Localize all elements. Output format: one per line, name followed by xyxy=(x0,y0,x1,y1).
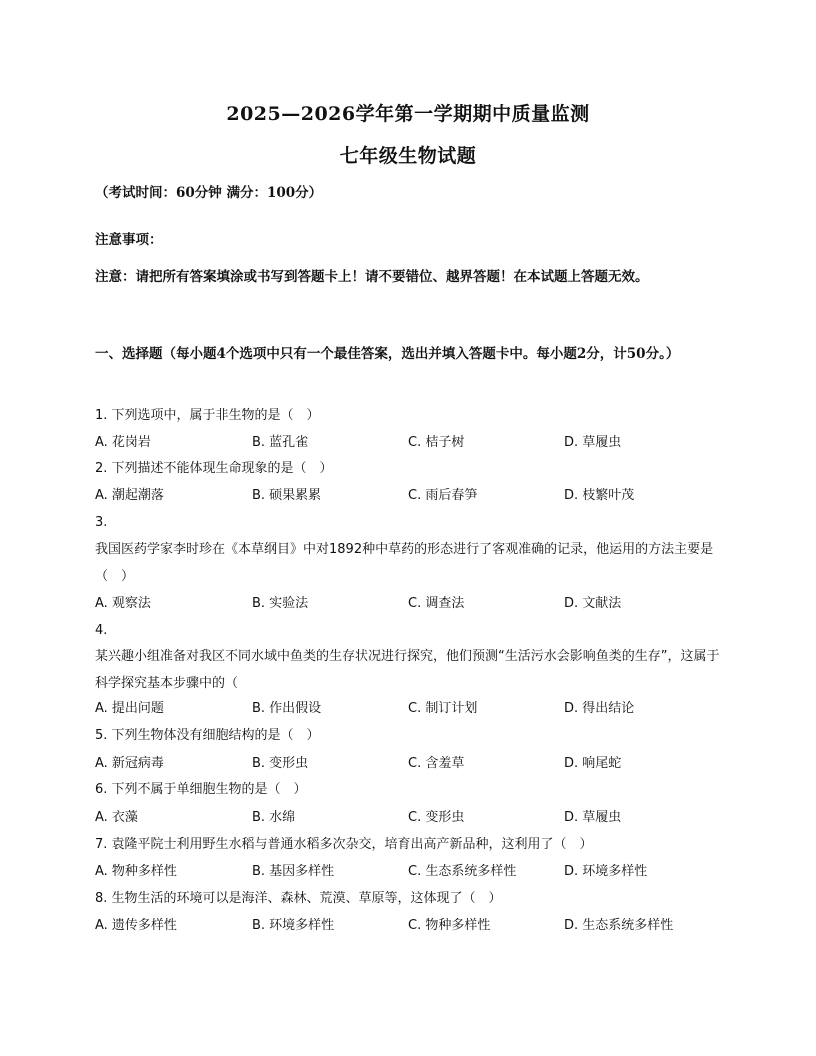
question-stem: 1. 下列选项中，属于非生物的是（ ） xyxy=(95,408,320,423)
question-stem: 5. 下列生物体没有细胞结构的是（ ） xyxy=(95,728,320,743)
option-row xyxy=(95,804,725,831)
option-b: B. 实验法 xyxy=(252,596,309,611)
notice-text: 注意：请把所有答案填涂或书写到答题卡上！请不要错位、越界答题！在本试题上答题无效。 xyxy=(95,269,649,285)
option-row xyxy=(95,695,725,722)
option-d: D. 枝繁叶茂 xyxy=(564,488,635,503)
option-d: D. 生态系统多样性 xyxy=(564,918,674,933)
option-b: B. 变形虫 xyxy=(252,756,309,771)
option-d: D. 响尾蛇 xyxy=(564,756,622,771)
question-number: 3. xyxy=(95,515,108,530)
option-a: A. 遗传多样性 xyxy=(95,918,177,933)
question-stem: 2. 下列描述不能体现生命现象的是（ ） xyxy=(95,461,333,476)
option-b: B. 水绵 xyxy=(252,810,296,825)
question-stem: 我国医药学家李时珍在《本草纲目》中对1892种中草药的形态进行了客观准确的记录，他运用的方法主要是（ ） xyxy=(95,542,714,584)
option-a: A. 新冠病毒 xyxy=(95,756,164,771)
option-b: B. 环境多样性 xyxy=(252,918,335,933)
option-c: C. 含羞草 xyxy=(408,756,465,771)
option-b: B. 作出假设 xyxy=(252,701,322,716)
option-d: D. 得出结论 xyxy=(564,701,635,716)
question-stem: 8. 生物生活的环境可以是海洋、森林、荒漠、草原等，这体现了（ ） xyxy=(95,891,502,906)
option-b: B. 硕果累累 xyxy=(252,488,322,503)
option-d: D. 草履虫 xyxy=(564,810,622,825)
option-d: D. 文献法 xyxy=(564,596,622,611)
option-c: C. 物种多样性 xyxy=(408,918,491,933)
option-a: A. 花岗岩 xyxy=(95,435,151,450)
option-c: C. 调查法 xyxy=(408,596,465,611)
option-a: A. 潮起潮落 xyxy=(95,488,164,503)
option-row xyxy=(95,912,725,939)
page-subtitle: 七年级生物试题 xyxy=(339,145,477,167)
option-c: C. 变形虫 xyxy=(408,810,465,825)
option-row xyxy=(95,429,725,456)
option-c: C. 制订计划 xyxy=(408,701,478,716)
page-title: 2025—2026学年第一学期期中质量监测 xyxy=(226,103,590,125)
option-a: A. 物种多样性 xyxy=(95,864,177,879)
option-c: C. 桔子树 xyxy=(408,435,465,450)
option-c: C. 雨后春笋 xyxy=(408,488,478,503)
notice-heading: 注意事项： xyxy=(95,232,163,248)
option-a: A. 衣藻 xyxy=(95,810,138,825)
section-heading: 一、选择题（每小题4个选项中只有一个最佳答案，选出并填入答题卡中。每小题2分，计50分。） xyxy=(95,346,680,362)
option-row xyxy=(95,482,725,509)
option-a: A. 提出问题 xyxy=(95,701,164,716)
exam-info: （考试时间：60分钟 满分：100分） xyxy=(95,185,323,201)
question-stem: 6. 下列不属于单细胞生物的是（ ） xyxy=(95,782,307,797)
option-c: C. 生态系统多样性 xyxy=(408,864,517,879)
option-row xyxy=(95,590,725,617)
option-d: D. 环境多样性 xyxy=(564,864,648,879)
option-b: B. 蓝孔雀 xyxy=(252,435,309,450)
option-b: B. 基因多样性 xyxy=(252,864,335,879)
option-row xyxy=(95,858,725,885)
question-stem: 7. 袁隆平院士利用野生水稻与普通水稻多次杂交，培育出高产新品种，这利用了（ ） xyxy=(95,837,593,852)
question-number: 4. xyxy=(95,623,108,638)
option-d: D. 草履虫 xyxy=(564,435,622,450)
question-stem: 某兴趣小组准备对我区不同水域中鱼类的生存状况进行探究，他们预测“生活污水会影响鱼类的生存”，这属于科学探究基本步骤中的（ xyxy=(95,649,720,691)
option-a: A. 观察法 xyxy=(95,596,151,611)
option-row xyxy=(95,750,725,777)
